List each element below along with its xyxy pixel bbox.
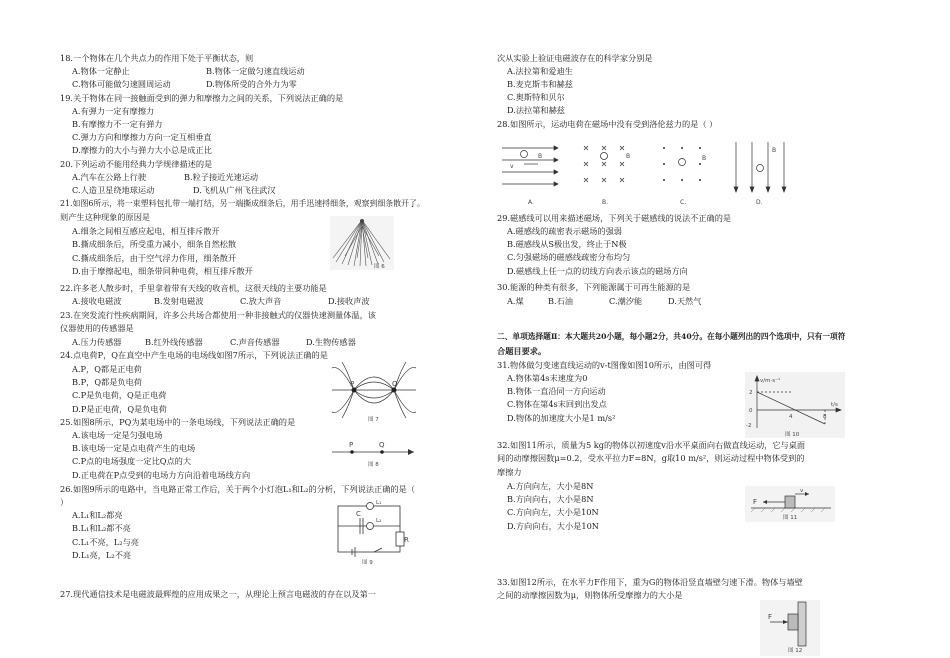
q30-option-d: D.天然气 xyxy=(668,296,702,306)
q29-option-a: A.磁感线的疏密表示磁场的强弱 xyxy=(507,226,622,236)
figure-9-caption: 图 9 xyxy=(362,560,373,566)
q26-option-c: C.L₁不亮，L₂与亮 xyxy=(72,537,139,547)
q28-panel-b xyxy=(584,146,624,182)
figure-8-field-line xyxy=(330,434,418,470)
figure-11-caption: 图 11 xyxy=(783,515,798,521)
q21-option-b: B.撕成细条后，所受重力减小，细条自然松散 xyxy=(72,239,237,249)
q21-option-c: C.撕成细条后，由于空气浮力作用，细条散开 xyxy=(72,253,237,263)
q23-stem-line1: 23.在突发流行性疾病期间，许多公共场合都使用一种非接触式的仪器快速测量体温，该 xyxy=(60,310,376,320)
q32-stem-line1: 32.如图11所示，质量为5 kg的物体以初速度v沿水平桌面向右做直线运动，它与桌面 xyxy=(497,440,806,450)
q26-option-d: D.L₁亮，L₂不亮 xyxy=(72,550,132,560)
figure-6-caption: 图 6 xyxy=(374,264,385,270)
q23-option-a: A.压力传感器 xyxy=(72,337,122,347)
figure-7-label-p: P xyxy=(350,380,355,388)
q32-stem-line2: 间的动摩擦因数μ=0.2，受水平拉力F=8N，g取10 m/s²，则运动过程中物体受到的 xyxy=(497,453,805,463)
q18-option-c: C.物体可能做匀速圆周运动 xyxy=(72,79,171,89)
figure-9-label-l1: L₁ xyxy=(376,500,382,506)
q25-option-b: B.该电场一定是点电荷产生的电场 xyxy=(72,443,196,453)
figure-10-x-tick-4: 4 xyxy=(789,414,793,420)
q22-option-b: B.发射电磁波 xyxy=(154,296,204,306)
q25-stem: 25.如图8所示，PQ为某电场中的一条电场线，下列说法正确的是 xyxy=(60,417,296,427)
q30-stem: 30.能源的种类有很多，下列能源属于可再生能源的是 xyxy=(497,282,691,292)
q19-option-d: D.摩擦力的大小与弹力大小总是成正比 xyxy=(72,145,212,155)
figure-8-label-q: Q xyxy=(379,441,385,449)
q28-label-c: C. xyxy=(680,199,687,206)
q22-option-d: D.接收声波 xyxy=(328,296,370,306)
section-header-line1: 二、单项选择题Ⅱ：本大题共20小题，每小题2分，共40分。在每小题列出的四个选项中，只有一项符 xyxy=(497,332,846,341)
q25-option-a: A.该电场一定是匀强电场 xyxy=(72,430,163,440)
q24-option-c: C.P是负电荷，Q是正电荷 xyxy=(72,390,167,400)
q24-option-a: A.P，Q都是正电荷 xyxy=(72,364,142,374)
figure-8-label-p: P xyxy=(349,441,354,449)
q23-option-d: D.生物传感器 xyxy=(306,337,356,347)
q23-option-c: C.声音传感器 xyxy=(230,337,280,347)
q28-panel-d xyxy=(734,142,786,192)
q28-label-b: B. xyxy=(602,199,609,206)
q30-option-a: A.煤 xyxy=(507,296,524,306)
figure-6-plastic-strips xyxy=(330,216,394,270)
q28-panel-a-b: B xyxy=(538,153,543,160)
figure-10-xlabel: t/s xyxy=(831,402,838,408)
q30-option-c: C.潮汐能 xyxy=(609,296,643,306)
q21-stem-line1: 21.如图6所示，将一束塑料包扎带一端打结，另一端撕成细条后，用手迅速捋细条，观察到细条散开了。 xyxy=(60,199,425,208)
q19-option-b: B.有摩擦力不一定有弹力 xyxy=(72,119,163,129)
figure-9-circuit xyxy=(330,500,410,566)
q19-stem: 19.关于物体在同一接触面受到的弹力和摩擦力之间的关系，下列说法正确的是 xyxy=(60,93,344,103)
q20-option-b: B.粒子接近光速运动 xyxy=(184,172,259,182)
q23-option-b: B.红外线传感器 xyxy=(145,337,203,347)
q20-option-c: C.人造卫星绕地球运动 xyxy=(72,185,155,195)
figure-8-caption: 图 8 xyxy=(368,462,379,468)
figure-10-vt-graph xyxy=(745,372,845,438)
q26-option-a: A.L₁和L₂都亮 xyxy=(72,510,123,520)
figure-9-label-c: C xyxy=(356,510,361,518)
figure-7-field-lines xyxy=(330,360,418,422)
q24-option-b: B.P，Q都是负电荷 xyxy=(72,377,142,387)
q18-option-d: D.物体所受的合外力为零 xyxy=(206,79,297,89)
q24-stem: 24.点电荷P，Q在真空中产生电场的电场线如图7所示，下列说法正确的是 xyxy=(60,350,328,360)
figure-10-x-tick-8: 8 xyxy=(823,414,827,420)
q32-stem-line3: 摩擦力 xyxy=(497,467,522,477)
q27-stem: 27.现代通信技术是电磁波最辉煌的应用成果之一，从理论上预言电磁波的存在以及第一 xyxy=(60,589,376,599)
q19-option-a: A.有弹力一定有摩擦力 xyxy=(72,106,155,116)
q22-stem: 22.许多老人散步时，手里拿着带有天线的收音机，这很天线的主要功能是 xyxy=(60,283,327,293)
figure-7-label-q: Q xyxy=(392,380,398,388)
figure-12-caption: 图 12 xyxy=(788,648,803,654)
q26-stem-line2: ） xyxy=(60,497,69,507)
q28-panel-a-v: v xyxy=(510,163,514,170)
figure-9-label-r: R xyxy=(404,536,409,544)
q32-option-b: B.方向向右，大小是8N xyxy=(507,494,594,504)
q29-option-b: B.磁感线从S极出发，终止于N极 xyxy=(507,239,627,249)
q29-option-c: C.匀强磁场的磁感线疏密分布均匀 xyxy=(507,252,631,262)
q28-label-d: D. xyxy=(756,199,763,206)
q31-option-b: B.物体一直沿同一方向运动 xyxy=(507,386,606,396)
figure-10-y-tick-0: 0 xyxy=(749,408,753,414)
q21-option-a: A.细条之间相互感应起电，相互排斥散开 xyxy=(72,226,220,236)
figure-10-y-tick-2: 2 xyxy=(749,390,753,396)
figure-q28-magnetic-fields xyxy=(498,138,798,208)
q33-stem-line1: 33.如图12所示，在水平力F作用下，重为G的物体沿竖直墙壁匀速下滑。物体与墙壁 xyxy=(497,577,803,587)
q31-option-a: A.物体第4s末速度为0 xyxy=(507,373,588,383)
q30-option-b: B.石油 xyxy=(548,296,573,306)
q18-stem: 18.一个物体在几个共点力的作用下处于平衡状态，则 xyxy=(60,53,254,63)
figure-11-block xyxy=(745,486,835,522)
q27-option-a: A.法拉第和爱迪生 xyxy=(507,66,573,76)
q32-option-a: A.方向向左，大小是8N xyxy=(507,481,594,491)
q27-option-b: B.麦克斯韦和赫兹 xyxy=(507,79,573,89)
q22-option-c: C.放大声音 xyxy=(240,296,282,306)
figure-7-caption: 图 7 xyxy=(368,417,379,422)
q31-stem: 31.物体做匀变速直线运动的v-t图像如图10所示，由图可得 xyxy=(497,360,712,370)
q28-stem: 28.如图所示，运动电荷在磁场中没有受到洛伦兹力的是（ ） xyxy=(497,119,718,129)
figure-9-label-l2: L₂ xyxy=(376,518,382,524)
q27-option-c: C.奥斯特和贝尔 xyxy=(507,92,565,102)
q25-option-d: D.正电荷在P点受到的电场力方向沿着电场线方向 xyxy=(72,470,251,480)
q20-option-a: A.汽车在公路上行驶 xyxy=(72,172,147,182)
q29-option-d: D.磁感线上任一点的切线方向表示该点的磁场方向 xyxy=(507,266,688,276)
q28-panel-c xyxy=(663,147,701,181)
q33-stem-line2: 之间的动摩擦因数为μ，则物体所受摩擦力的大小是 xyxy=(497,590,683,600)
figure-11-label-f: F xyxy=(753,498,758,506)
q20-stem: 20.下列运动不能用经典力学规律描述的是 xyxy=(60,159,213,169)
q26-option-b: B.L₁和L₂都不亮 xyxy=(72,523,131,533)
q28-label-a: A. xyxy=(528,199,534,206)
q25-option-c: C.P点的电场强度一定比Q点的大 xyxy=(72,456,192,466)
q18-option-b: B.物体一定做匀速直线运动 xyxy=(206,66,305,76)
q27-stem-cont: 次从实验上验证电磁波存在的科学家分别是 xyxy=(497,53,653,63)
q32-option-c: C.方向向左，大小是10N xyxy=(507,507,599,517)
q21-stem-line2: 则产生这种现象的原因是 xyxy=(60,212,151,222)
q24-option-d: D.P是正电荷，Q是负电荷 xyxy=(72,404,167,414)
section-header-line2: 合题目要求。 xyxy=(497,346,547,356)
q27-option-d: D.法拉第和赫兹 xyxy=(507,105,565,115)
q21-option-d: D.由于摩擦起电，细条带同种电荷，相互排斥散开 xyxy=(72,266,253,276)
figure-10-caption: 图 10 xyxy=(785,432,800,438)
q31-option-d: D.物体的加速度大小是1 m/s² xyxy=(507,413,616,423)
q28-panel-b-b: B xyxy=(626,153,631,160)
q19-option-c: C.弹力方向和摩擦力方向一定互相垂直 xyxy=(72,132,212,142)
q23-stem-line2: 仪器使用的传感器是 xyxy=(60,323,134,333)
figure-10-ylabel: v/m·s⁻¹ xyxy=(760,378,781,384)
figure-11-label-v: v xyxy=(800,488,804,494)
q18-option-a: A.物体一定静止 xyxy=(72,66,130,76)
q28-panel-d-b: B xyxy=(772,147,777,154)
q29-stem: 29.磁感线可以用来描述磁场，下列关于磁感线的说法不正确的是 xyxy=(497,213,732,223)
q28-panel-c-b: B xyxy=(702,155,707,162)
q31-option-c: C.物体在第4s末回到出发点 xyxy=(507,399,607,409)
figure-12-label-f: F xyxy=(768,613,773,621)
q32-option-d: D.方向向右，大小是10N xyxy=(507,521,599,531)
q20-option-d: D.飞机从广州飞往武汉 xyxy=(193,185,276,195)
figure-12-block-on-wall xyxy=(760,600,820,656)
q26-stem-line1: 26.如图9所示的电路中，当电路正常工作后，关于两个小灯泡L₁和L₂的分析，下列说法正确的是（ xyxy=(60,484,415,494)
figure-10-y-tick-neg2: -2 xyxy=(746,423,752,429)
q22-option-a: A.接收电磁波 xyxy=(72,296,122,306)
